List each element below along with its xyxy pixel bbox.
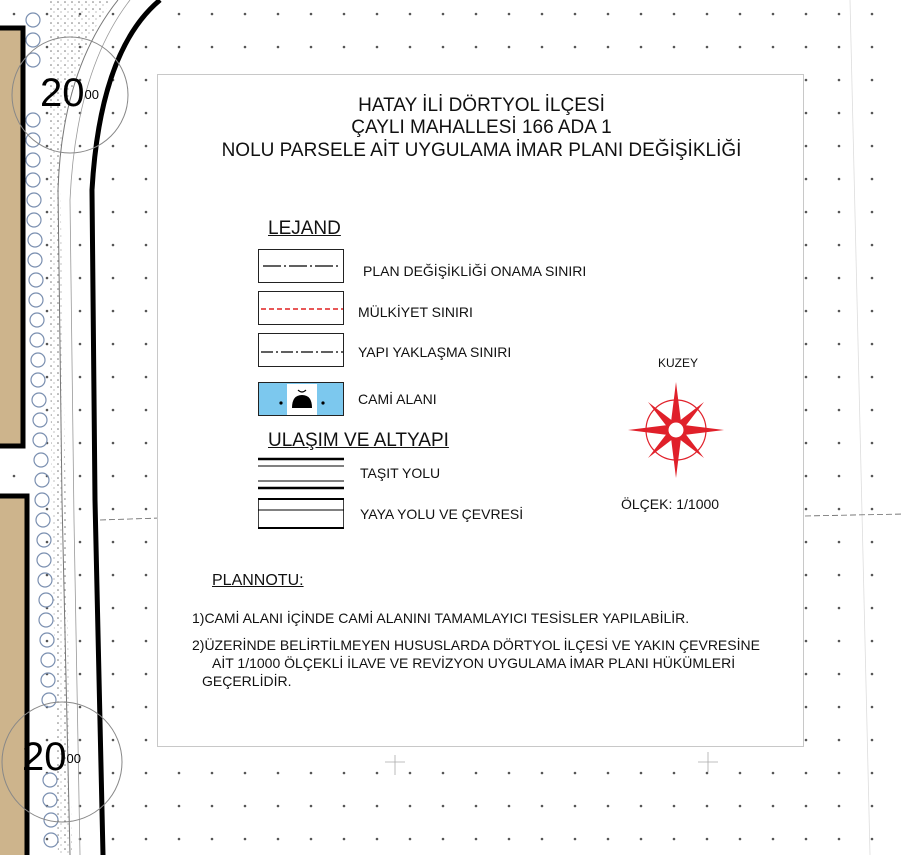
- title-line-1: HATAY İLİ DÖRTYOL İLÇESİ: [358, 95, 605, 116]
- mosque-dome-icon: [259, 383, 345, 417]
- symbol-building-setback: [258, 333, 344, 367]
- parallel-lines-icon: [258, 497, 344, 531]
- legend-label-vehicle-road: TAŞIT YOLU: [360, 465, 441, 481]
- road-width-label-top: $20^{00}$: [40, 71, 99, 115]
- legend-label-pedestrian-road: YAYA YOLU VE ÇEVRESİ: [360, 506, 524, 522]
- symbol-property-boundary: [258, 291, 344, 325]
- plan-note-1: 1)CAMİ ALANI İÇİNDE CAMİ ALANINI TAMAMLAYICI TESİSLER YAPILABİLİR.: [192, 610, 690, 626]
- legend-label-building-setback: YAPI YAKLAŞMA SINIRI: [358, 344, 512, 360]
- legend-heading: LEJAND: [268, 218, 341, 239]
- transport-heading: ULAŞIM VE ALTYAPI: [268, 430, 449, 451]
- compass-rose-icon: [626, 380, 726, 480]
- title-line-3: NOLU PARSELE AİT UYGULAMA İMAR PLANI DEĞİŞİKLİĞİ: [221, 140, 742, 161]
- dash-dot-line-icon: [259, 250, 345, 284]
- dash-dot-line-icon: [259, 334, 345, 368]
- scale-label: ÖLÇEK: 1/1000: [621, 496, 720, 512]
- legend-label-property-boundary: MÜLKİYET SINIRI: [358, 304, 473, 320]
- red-dashed-line-icon: [259, 292, 345, 326]
- plan-note-2-line-1: 2)ÜZERİNDE BELİRTİLMEYEN HUSUSLARDA DÖRTYOL İLÇESİ VE YAKIN ÇEVRESİNE: [192, 637, 760, 653]
- plan-note-2-line-2: AİT 1/1000 ÖLÇEKLİ İLAVE VE REVİZYON UYGULAMA İMAR PLANI HÜKÜMLERİ: [212, 655, 736, 671]
- symbol-pedestrian-road: [258, 497, 344, 531]
- double-parallel-lines-icon: [258, 457, 344, 491]
- symbol-approval-boundary: [258, 249, 344, 283]
- legend-label-approval-boundary: PLAN DEĞİŞİKLİĞİ ONAMA SINIRI: [363, 263, 587, 279]
- symbol-vehicle-road: [258, 457, 344, 491]
- legend-panel: [157, 74, 804, 747]
- legend-label-mosque-area: CAMİ ALANI: [358, 391, 437, 407]
- title-line-2: ÇAYLI MAHALLESİ 166 ADA 1: [351, 117, 612, 138]
- symbol-mosque-area: [258, 382, 344, 416]
- plan-notes-heading: PLANNOTU:: [212, 572, 304, 589]
- plan-note-2-line-3: GEÇERLİDİR.: [202, 673, 292, 689]
- north-label: KUZEY: [658, 356, 699, 370]
- parcel-block-top: [0, 28, 23, 446]
- parcel-block-bottom: [0, 496, 27, 855]
- road-width-label-bottom: $20^{00}$: [22, 735, 81, 779]
